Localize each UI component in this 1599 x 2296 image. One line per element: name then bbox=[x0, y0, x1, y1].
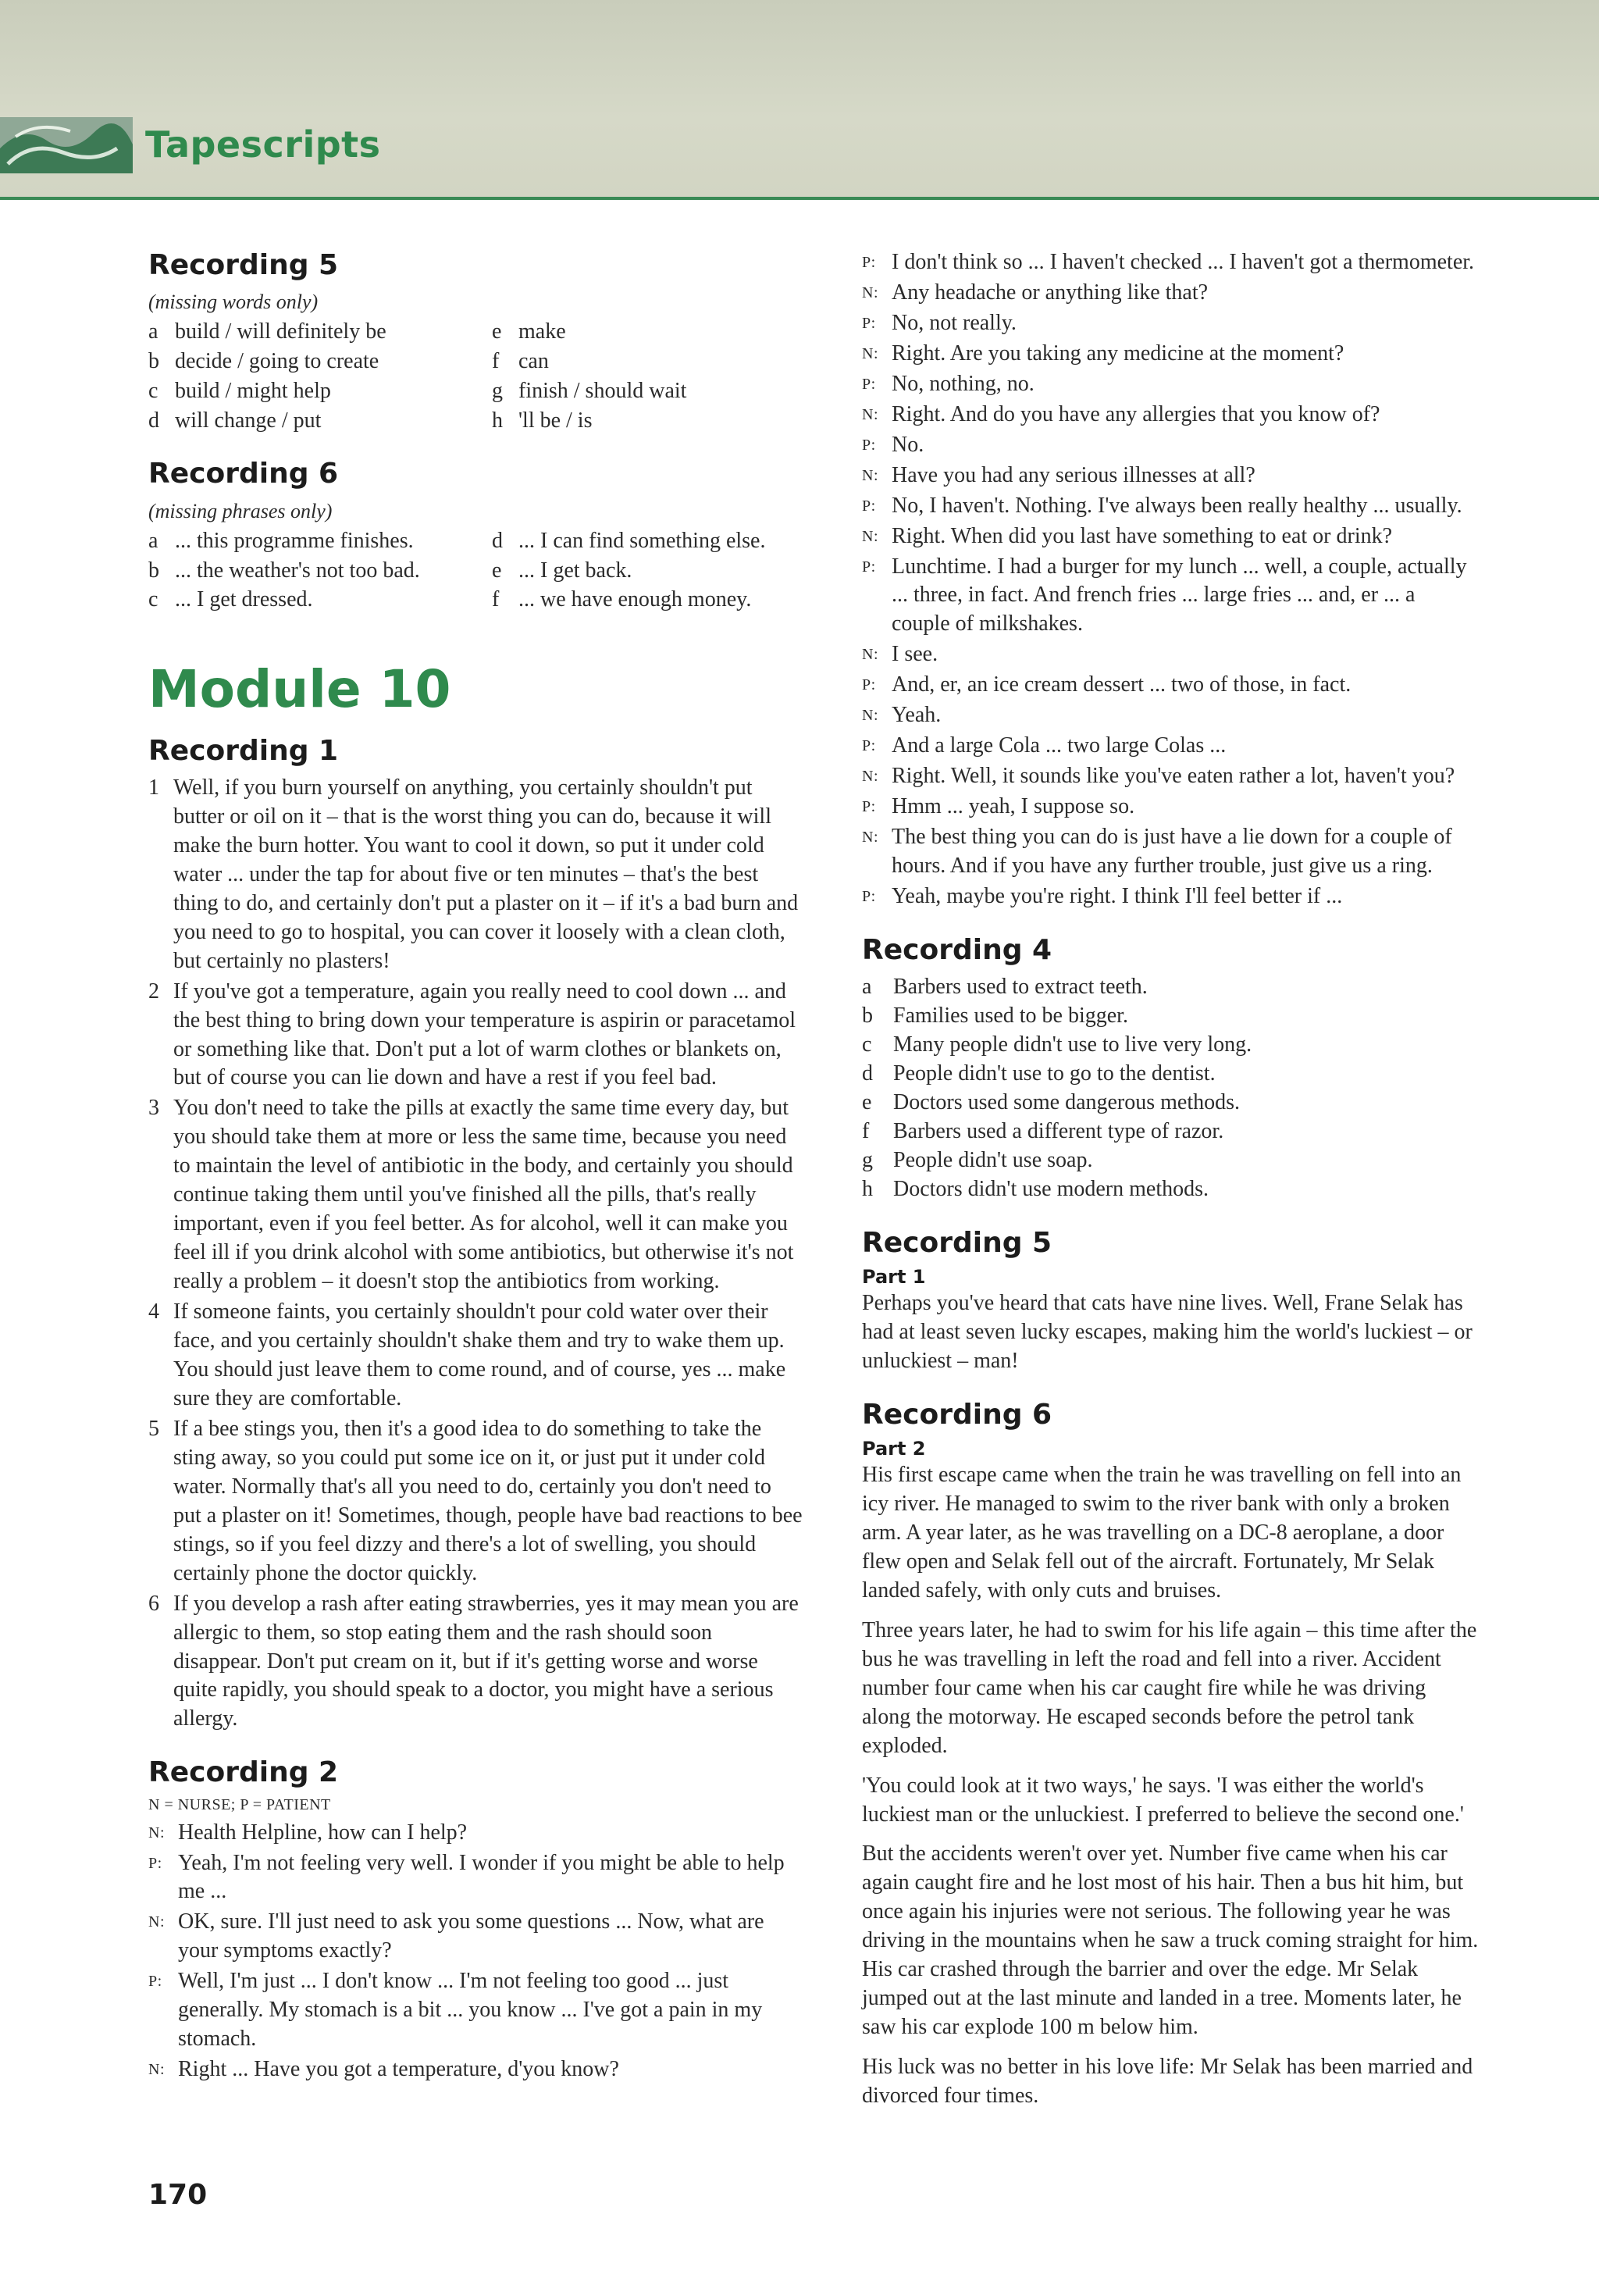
right-column bbox=[862, 248, 1479, 2133]
dialogue-line: N: The best thing you can do is just have a lie down for a couple of hours. And if you have any further trouble, just give us a ring. bbox=[862, 825, 1452, 879]
speaker-key: N = NURSE; P = PATIENT bbox=[148, 1795, 331, 1813]
recording-4 bbox=[862, 933, 1479, 1204]
module-heading: Module 10 bbox=[148, 659, 451, 720]
list-item: e Doctors used some dangerous methods. bbox=[862, 1089, 1241, 1114]
part-label: Part 1 bbox=[862, 1265, 926, 1288]
list-item: g People didn't use soap. bbox=[862, 1147, 1093, 1172]
dialogue-line: N: Right. Are you taking any medicine at the moment? bbox=[862, 340, 1344, 365]
answer-column bbox=[148, 317, 492, 435]
dialogue-line: N: Have you had any serious illnesses at all? bbox=[862, 462, 1255, 487]
dialogue-line: P: Hmm ... yeah, I suppose so. bbox=[862, 794, 1135, 819]
recording-5 bbox=[862, 1226, 1479, 1376]
dialogue-line: P: Yeah, maybe you're right. I think I'll feel better if ... bbox=[862, 884, 1343, 909]
list-item: b ... the weather's not too bad. bbox=[148, 558, 420, 583]
dialogue-line: N: OK, sure. I'll just need to ask you some questions ... Now, what are your symptoms exactly? bbox=[148, 1909, 764, 1963]
left-column bbox=[148, 248, 804, 2106]
list-item: b decide / going to create bbox=[148, 349, 379, 374]
list-item: a ... this programme finishes. bbox=[148, 528, 414, 553]
list-item: e ... I get back. bbox=[492, 558, 632, 583]
list-item: g finish / should wait bbox=[492, 378, 687, 403]
numbered-list bbox=[148, 774, 804, 1734]
answer-column bbox=[148, 526, 492, 615]
dialogue-line: P: No, not really. bbox=[862, 310, 1017, 335]
list-item: 3 You don't need to take the pills at exactly the same time every day, but you should take them at more or less the same time, because you need to maintain the level of antibiotic in the body, and certainly you should continue taking them until you've finished all the pills, that's really important, even if you feel better. As for alcohol, well it can make you feel ill if you drink alcohol with some antibiotics, but otherwise it's not really a problem – it doesn't stop the antibiotics from working. bbox=[148, 1096, 794, 1294]
module10-recording-1 bbox=[148, 734, 804, 1734]
dialogue-line: N: Right. Well, it sounds like you've eaten rather a lot, haven't you? bbox=[862, 764, 1455, 789]
recording-6 bbox=[862, 1398, 1479, 2111]
dialogue-continued bbox=[862, 248, 1479, 911]
dialogue-line: N: Any headache or anything like that? bbox=[862, 280, 1209, 305]
paragraph: But the accidents weren't over yet. Number five came when his car again caught fire and he lost most of his hair. Then a bus hit him, but once again his injuries were not serious. The following year he was driving in the mountains when he saw a truck coming straight for him. His car crashed through the barrier and over the edge. Mr Selak jumped out at the last minute and landed in a tree. Moments later, he saw his car explode 100 m below him. bbox=[862, 1841, 1479, 2040]
dialogue-line: P: I don't think so ... I haven't checked ... I haven't got a thermometer. bbox=[862, 250, 1475, 274]
answer-grid bbox=[148, 317, 804, 435]
paragraph: His luck was no better in his love life: Mr Selak has been married and divorced four times. bbox=[862, 2055, 1473, 2109]
dialogue-line: N: Health Helpline, how can I help? bbox=[148, 1820, 468, 1845]
recording-6-answers bbox=[148, 457, 804, 615]
dialogue-line: N: I see. bbox=[862, 642, 938, 667]
module10-recording-2 bbox=[148, 1756, 804, 2084]
dialogue-line: P: And, er, an ice cream dessert ... two of those, in fact. bbox=[862, 672, 1351, 697]
list-item: d ... I can find something else. bbox=[492, 528, 766, 553]
list-item: 5 If a bee stings you, then it's a good idea to do something to take the sting away, so you could put some ice on it, or just put it under cold water. Normally that's all you need to do, certainly you don't need to put a plaster on it! Sometimes, though, people have bad reactions to bee stings, so if you feel dizzy and there's a lot of swelling, you should certainly phone the doctor quickly. bbox=[148, 1416, 803, 1585]
section-heading: Recording 4 bbox=[862, 933, 1052, 966]
dialogue-line: P: No, nothing, no. bbox=[862, 371, 1035, 396]
paragraph: Perhaps you've heard that cats have nine lives. Well, Frane Selak has had at least seven lucky escapes, making him the world's luckiest – or unluckiest – man! bbox=[862, 1290, 1473, 1373]
list-item: 2 If you've got a temperature, again you really need to cool down ... and the best thing to bring down your temperature is aspirin or paracetamol or something like that. Don't put a lot of warm clothes or blankets on, but of course you can lie down and have a rest if you feel bad. bbox=[148, 979, 796, 1090]
list-item: f ... we have enough money. bbox=[492, 587, 752, 612]
dialogue-line: N: Right ... Have you got a temperature, d'you know? bbox=[148, 2057, 619, 2082]
page-title: Tapescripts bbox=[145, 123, 381, 166]
answer-column bbox=[492, 526, 804, 615]
lettered-list bbox=[862, 973, 1479, 1204]
dialogue-line: P: Lunchtime. I had a burger for my lunch ... well, a couple, actually ... three, in fact. And french fries ... large fries ... and, er ... a couple of milkshakes. bbox=[862, 554, 1467, 636]
list-item: 4 If someone faints, you certainly shouldn't pour cold water over their face, and you certainly shouldn't shake them and try to wake them up. You should just leave them to come round, and of course, yes ... make sure they are comfortable. bbox=[148, 1300, 786, 1410]
section-heading: Recording 6 bbox=[148, 458, 339, 490]
list-item: a Barbers used to extract teeth. bbox=[862, 975, 1148, 1000]
section-heading: Recording 1 bbox=[148, 734, 339, 767]
answer-column bbox=[492, 317, 804, 435]
page-header bbox=[0, 0, 1599, 200]
list-item: c Many people didn't use to live very long. bbox=[862, 1032, 1252, 1057]
section-heading: Recording 5 bbox=[862, 1226, 1052, 1259]
list-item: f can bbox=[492, 349, 549, 374]
dialogue-line: P: Well, I'm just ... I don't know ... I'm not feeling too good ... just generally. My stomach is a bit ... you know ... I've got a pain in my stomach. bbox=[148, 1969, 763, 2052]
list-item: h Doctors didn't use modern methods. bbox=[862, 1176, 1209, 1201]
dialogue-line: N: Right. And do you have any allergies that you know of? bbox=[862, 401, 1380, 426]
dialogue-line: P: Yeah, I'm not feeling very well. I wonder if you might be able to help me ... bbox=[148, 1850, 785, 1904]
list-item: b Families used to be bigger. bbox=[862, 1004, 1128, 1029]
list-item: f Barbers used a different type of razor. bbox=[862, 1118, 1224, 1143]
paragraph: Three years later, he had to swim for his life again – this time after the bus he was travelling in left the road and fell into a river. Accident number four came when his car caught fire while he was driving along the motorway. He escaped seconds before the petrol tank exploded. bbox=[862, 1617, 1477, 1758]
list-item: h 'll be / is bbox=[492, 408, 593, 433]
list-item: d will change / put bbox=[148, 408, 322, 433]
section-note: (missing phrases only) bbox=[148, 499, 333, 522]
leaf-decoration-icon bbox=[0, 117, 133, 173]
page-number: 170 bbox=[148, 2179, 208, 2211]
list-item: c ... I get dressed. bbox=[148, 587, 313, 612]
section-note: (missing words only) bbox=[148, 291, 319, 314]
answer-grid bbox=[148, 526, 804, 615]
section-heading: Recording 5 bbox=[148, 249, 339, 281]
dialogue-line: P: No, I haven't. Nothing. I've always been really healthy ... usually. bbox=[862, 493, 1462, 518]
section-heading: Recording 2 bbox=[148, 1756, 339, 1789]
list-item: d People didn't use to go to the dentist. bbox=[862, 1061, 1216, 1086]
paragraph: His first escape came when the train he was travelling on fell into an icy river. He managed to swim to the river bank with only a broken arm. A year later, as he was travelling on a DC-8 aeroplane, a door flew open and Selak fell out of the aircraft. Fortunately, Mr Selak landed safely, with only cuts and bruises. bbox=[862, 1463, 1462, 1603]
paragraph: 'You could look at it two ways,' he says. 'I was either the world's luckiest man or the unluckiest. I preferred to believe the second one.' bbox=[862, 1773, 1464, 1827]
dialogue-line: N: Right. When did you last have something to eat or drink? bbox=[862, 523, 1393, 548]
section-heading: Recording 6 bbox=[862, 1398, 1052, 1431]
list-item: e make bbox=[492, 319, 566, 344]
dialogue-line: P: No. bbox=[862, 432, 924, 457]
dialogue bbox=[148, 1819, 804, 2085]
dialogue-line: N: Yeah. bbox=[862, 703, 942, 728]
recording-5-answers bbox=[148, 248, 804, 435]
list-item: a build / will definitely be bbox=[148, 319, 386, 344]
list-item: 1 Well, if you burn yourself on anything, you certainly shouldn't put butter or oil on it – that is the worst thing you can do, because it will make the burn hotter. You want to cool it down, so put it under cold water ... under the tap for about five or ten minutes – that's the best thing to do, and certainly don't put a plaster on it – if it's a bad burn and you need to go to hospital, you can cover it loosely with a clean cloth, but certainly no plasters! bbox=[148, 775, 799, 973]
dialogue-line: P: And a large Cola ... two large Colas ... bbox=[862, 733, 1227, 758]
list-item: c build / might help bbox=[148, 378, 331, 403]
part-label: Part 2 bbox=[862, 1438, 926, 1460]
list-item: 6 If you develop a rash after eating strawberries, yes it may mean you are allergic to them, so stop eating them and the rash should soon disappear. Don't put cream on it, but if it's getting worse and worse quite rapidly, you should speak to a doctor, you might have a serious allergy. bbox=[148, 1591, 799, 1731]
